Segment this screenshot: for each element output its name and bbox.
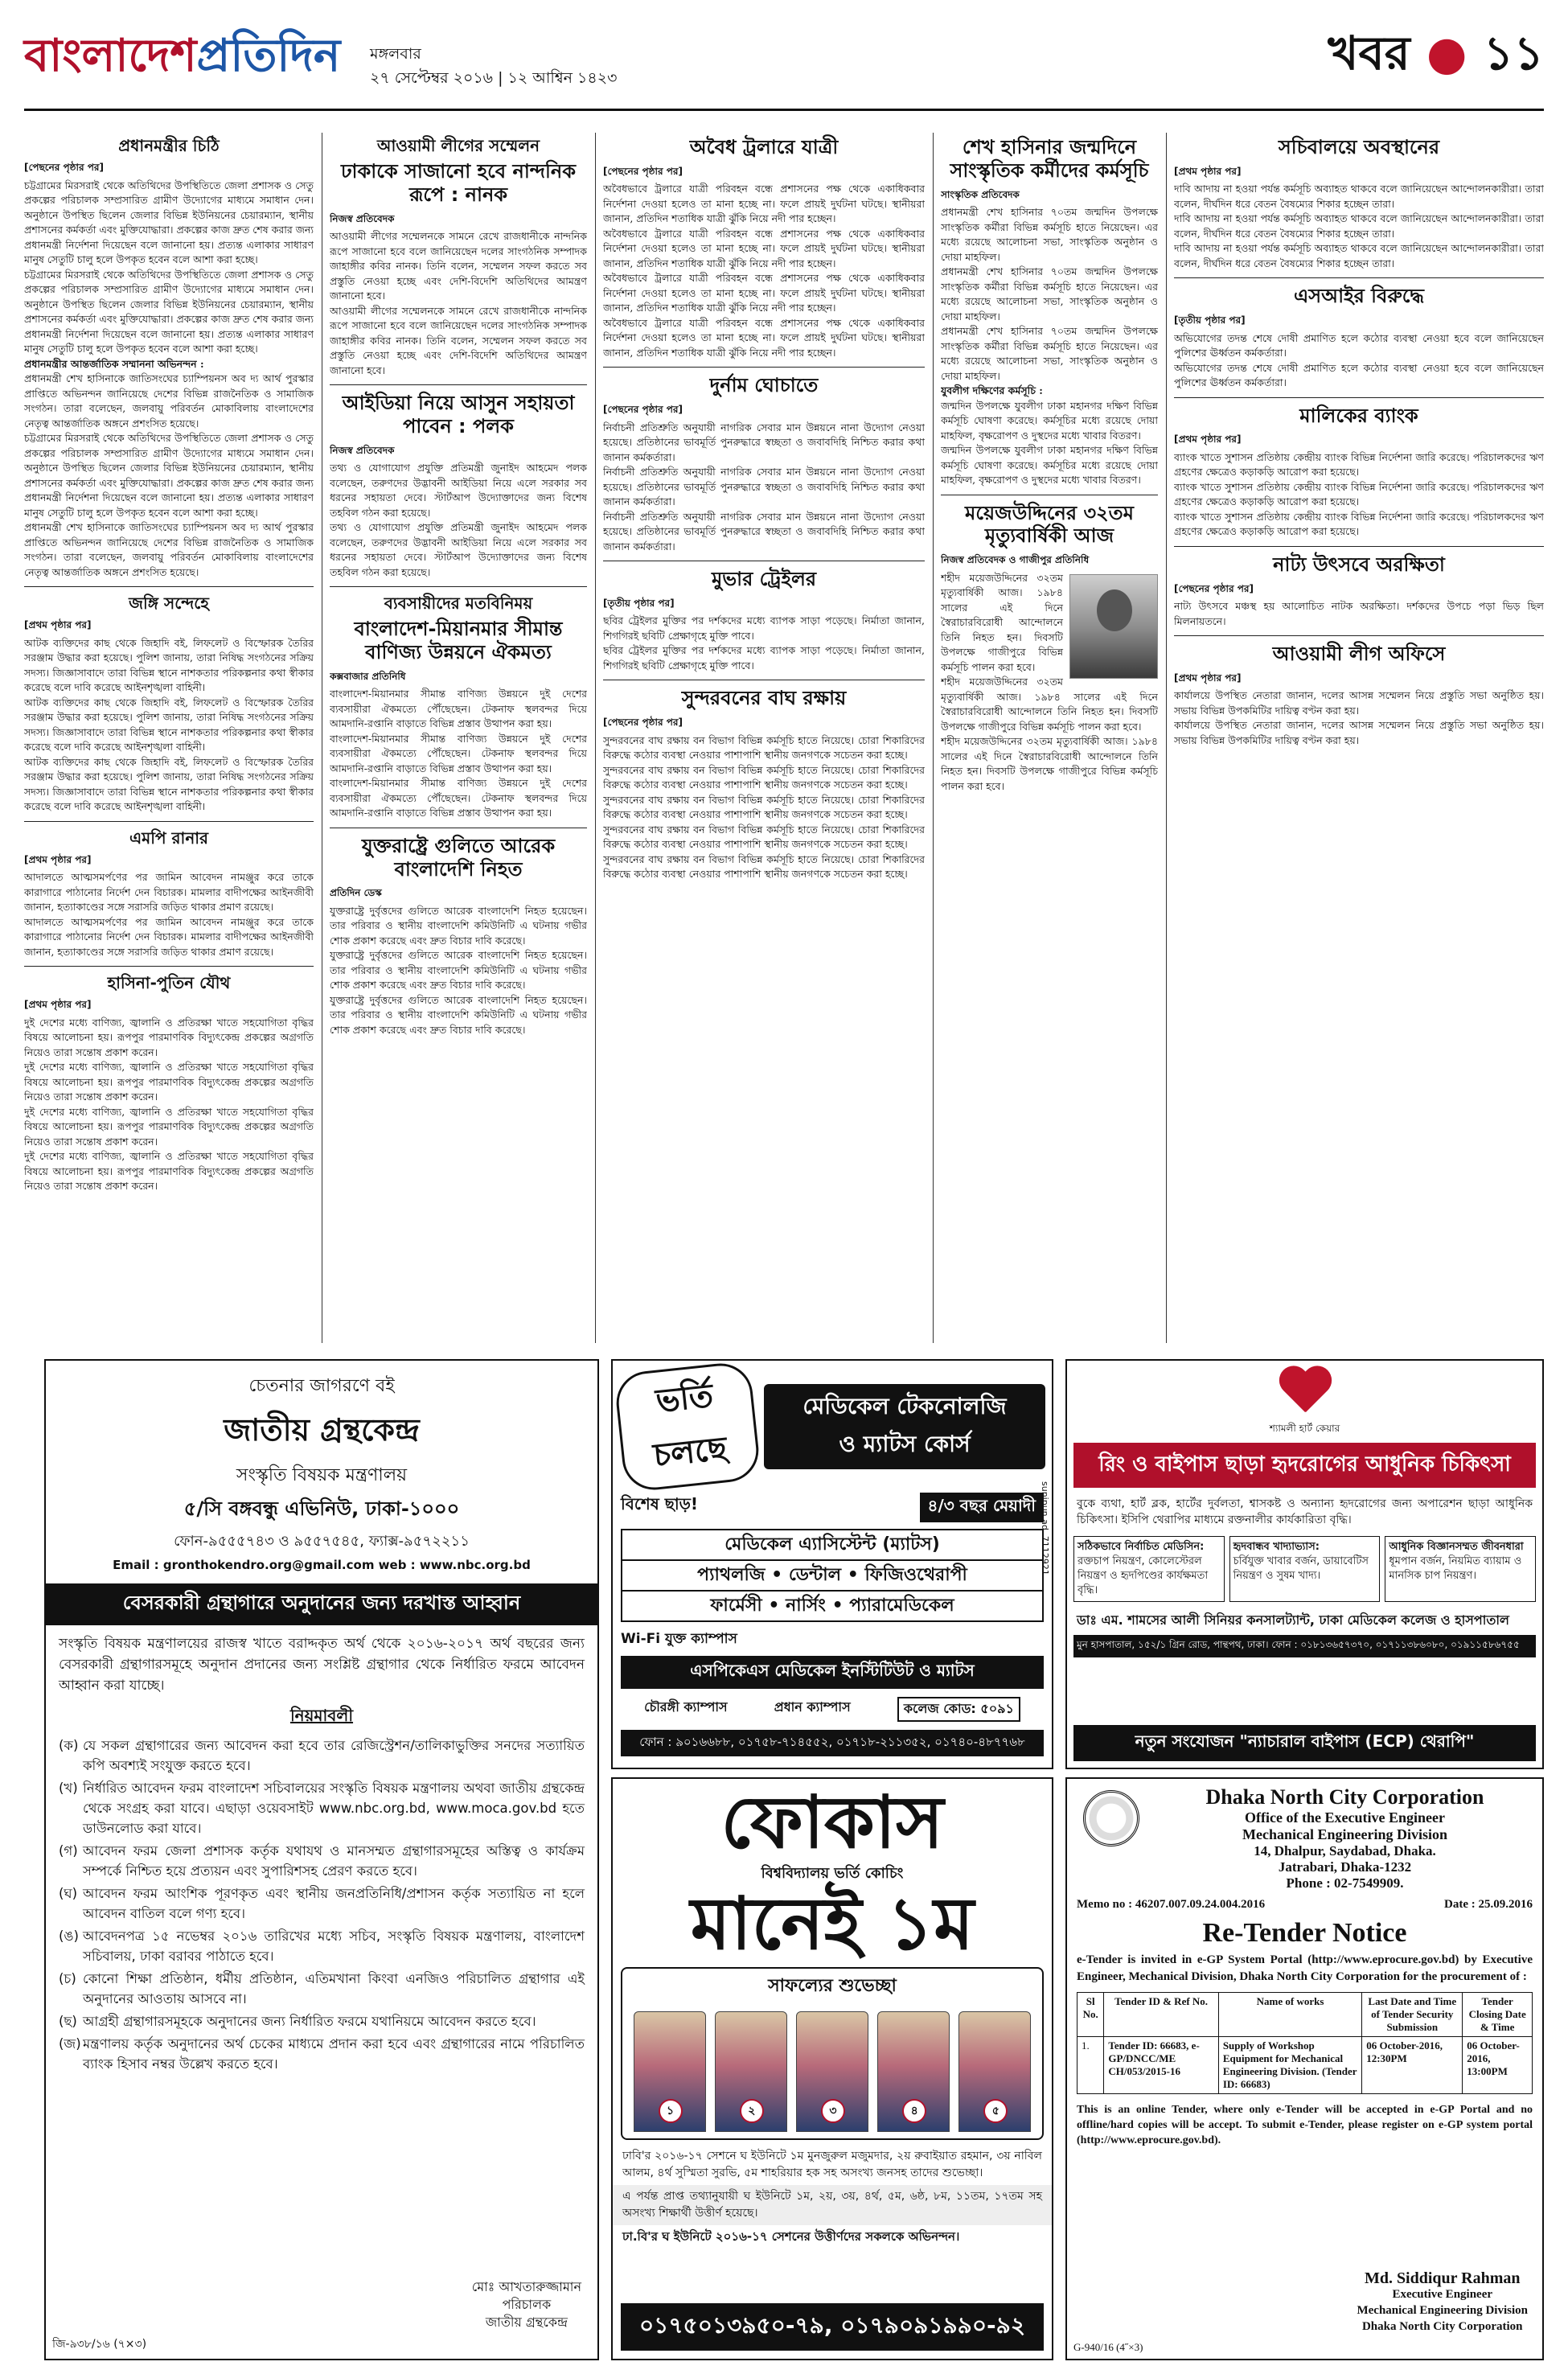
headline[interactable]: মুভার ট্রেইলর (711, 568, 817, 591)
student-photo: ৫ (958, 2011, 1031, 2132)
article-body: আওয়ামী লীগের সম্মেলনকে সামনে রেখে রাজধানীকে নান্দনিক রূপে সাজানো হবে বলে জানিয়েছেন দলের সাংগঠনিক সম্পাদক জাহাঙ্গীর কবির নানক। তিনি বলেন, সম্মেলন সফল করতে সব প্রস্তুতি নেওয়া হচ্ছে এবং দেশি-বিদেশি অতিথিদের আমন্ত্রণ জানানো হবে। (330, 304, 587, 376)
byline: [পেছনের পৃষ্ঠার পর] (603, 717, 683, 729)
divider (24, 586, 314, 587)
headline[interactable]: ঢাকাকে সাজানো হবে নান্দনিক রূপে : নানক (340, 160, 577, 206)
tender-office: Office of the Executive Engineer (1245, 1809, 1445, 1826)
table-header: Name of works (1218, 1993, 1361, 2037)
column-2 (330, 133, 587, 1343)
kicker: ব্যবসায়ীদের মতবিনিময় (384, 594, 533, 614)
byline: [প্রথম পৃষ্ঠার পর] (24, 999, 92, 1010)
rule-item: (ঙ) আবেদনপত্র ১৫ নভেম্বর ২০১৬ তারিখের মধ্যে সচিব, সংস্কৃতি বিষয়ক মন্ত্রণালয়, বাংলাদেশ সচিবালয়, ঢাকা বরাবর পাঠাতে হবে। (59, 1928, 585, 1964)
rules-title: নিয়মাবলী (289, 1706, 354, 1725)
article-body: দুই দেশের মধ্যে বাণিজ্য, জ্বালানি ও প্রতিরক্ষা খাতে সহযোগিতা বৃদ্ধির বিষয়ে আলোচনা হয়। রূপপুর পারমাণবিক বিদ্যুৎকেন্দ্র প্রকল্পের অগ্রগতি নিয়েও তারা সন্তোষ প্রকাশ করেন। (24, 1150, 314, 1192)
divider (1174, 397, 1544, 398)
section-name: খবর (1328, 26, 1410, 80)
issue-date-text: ২৭ সেপ্টেম্বর ২০১৬ | ১২ আশ্বিন ১৪২৩ (370, 69, 618, 87)
table-header: Sl No. (1077, 1993, 1104, 2037)
article-body: নাট্য উৎসবে মঞ্চস্থ হয় আলোচিত নাটক অরক্ষিতা। দর্শকদের উপচে পড়া ভিড় ছিল মিলনায়তনে। (1174, 600, 1544, 627)
issue-day: মঙ্গলবার (370, 45, 421, 63)
signer-org: Dhaka North City Corporation (1361, 2320, 1523, 2333)
article-body: দুই দেশের মধ্যে বাণিজ্য, জ্বালানি ও প্রতিরক্ষা খাতে সহযোগিতা বৃদ্ধির বিষয়ে আলোচনা হয়। রূপপুর পারমাণবিক বিদ্যুৎকেন্দ্র প্রকল্পের অগ্রগতি নিয়েও তারা সন্তোষ প্রকাশ করেন। (24, 1016, 314, 1058)
special-offer: বিশেষ ছাড়! (621, 1494, 699, 1514)
article-body: ছবির ট্রেইলর মুক্তির পর দর্শকদের মধ্যে ব্যাপক সাড়া পড়েছে। নির্মাতা জানান, শিগগিরই ছবিটি প্রেক্ষাগৃহে মুক্তি পাবে। (603, 614, 925, 642)
ad-banner: বেসরকারী গ্রন্থাগারে অনুদানের জন্য দরখাস্ত আহ্বান (46, 1583, 597, 1625)
issue-date (370, 42, 617, 90)
rules-list (46, 1731, 597, 2081)
article-body: আওয়ামী লীগের সম্মেলনকে সামনে রেখে রাজধানীকে নান্দনিক রূপে সাজানো হবে বলে জানিয়েছেন দলের সাংগঠনিক সম্পাদক জাহাঙ্গীর কবির নানক। তিনি বলেন, সম্মেলন সফল করতে সব প্রস্তুতি নেওয়া হচ্ছে এবং দেশি-বিদেশি অতিথিদের আমন্ত্রণ জানানো হবে। (330, 230, 587, 302)
headline[interactable]: হাসিনা-পুতিন যৌথ (107, 973, 231, 992)
article-body: জন্মদিন উপলক্ষে যুবলীগ ঢাকা মহানগর দক্ষিণ বিভিন্ন কর্মসূচি ঘোষণা করেছে। কর্মসূচির মধ্যে রয়েছে দোয়া মাহফিল, বৃক্ষরোপণ ও দুস্থদের মধ্যে খাবার বিতরণ। (941, 444, 1158, 487)
course-item: মেডিকেল এ্যাসিস্টেন্ট (ম্যাটস) (622, 1530, 1042, 1561)
facility: Wi-Fi যুক্ত ক্যাম্পাস (621, 1631, 737, 1647)
headline[interactable]: প্রধানমন্ত্রীর চিঠি (118, 136, 220, 155)
article-body: কার্যালয়ে উপস্থিত নেতারা জানান, দলের আসন্ন সম্মেলন নিয়ে প্রস্তুতি সভা অনুষ্ঠিত হয়। সভায় বিভিন্ন উপকমিটির দায়িত্ব বণ্টন করা হয়। (1174, 689, 1544, 717)
byline: [পেছনের পৃষ্ঠার পর] (603, 165, 683, 177)
ad-focus-coaching (611, 1777, 1053, 2360)
kicker: আওয়ামী লীগের সম্মেলন (376, 136, 540, 155)
ad-medical-tech (611, 1359, 1053, 1769)
masthead (24, 14, 1544, 111)
article-body: জন্মদিন উপলক্ষে যুবলীগ ঢাকা মহানগর দক্ষিণ বিভিন্ন কর্মসূচি ঘোষণা করেছে। কর্মসূচির মধ্যে রয়েছে দোয়া মাহফিল, বৃক্ষরোপণ ও দুস্থদের মধ্যে খাবার বিতরণ। (941, 399, 1158, 442)
article-body: দুই দেশের মধ্যে বাণিজ্য, জ্বালানি ও প্রতিরক্ষা খাতে সহযোগিতা বৃদ্ধির বিষয়ে আলোচনা হয়। রূপপুর পারমাণবিক বিদ্যুৎকেন্দ্র প্রকল্পের অগ্রগতি নিয়েও তারা সন্তোষ প্রকাশ করেন। (24, 1061, 314, 1103)
article-body: কার্যালয়ে উপস্থিত নেতারা জানান, দলের আসন্ন সম্মেলন নিয়ে প্রস্তুতি সভা অনুষ্ঠিত হয়। সভায় বিভিন্ন উপকমিটির দায়িত্ব বণ্টন করা হয়। (1174, 719, 1544, 746)
divider (603, 367, 925, 368)
city-corporation-seal (1083, 1790, 1139, 1846)
article-body: প্রধানমন্ত্রী শেখ হাসিনার ৭০তম জন্মদিন উপলক্ষে সাংস্কৃতিক কর্মীরা বিভিন্ন কর্মসূচি হাতে নিয়েছেন। এর মধ্যে রয়েছে আলোচনা সভা, সাংস্কৃতিক অনুষ্ঠান ও দোয়া মাহফিল। (941, 206, 1158, 263)
treatment-text: চর্বিযুক্ত খাবার বর্জন, ডায়াবেটিস নিয়ন্ত্রণ ও সুষম খাদ্য। (1233, 1555, 1369, 1582)
article-body: দুই দেশের মধ্যে বাণিজ্য, জ্বালানি ও প্রতিরক্ষা খাতে সহযোগিতা বৃদ্ধির বিষয়ে আলোচনা হয়। রূপপুর পারমাণবিক বিদ্যুৎকেন্দ্র প্রকল্পের অগ্রগতি নিয়েও তারা সন্তোষ প্রকাশ করেন। (24, 1105, 314, 1148)
byline: প্রতিদিন ডেস্ক (330, 887, 382, 899)
article-body: বাংলাদেশ-মিয়ানমার সীমান্ত বাণিজ্য উন্নয়নে দুই দেশের ব্যবসায়ীরা ঐকমত্যে পৌঁছেছেন। টেকনাফ স্থলবন্দর দিয়ে আমদানি-রপ্তানি বাড়াতে বিভিন্ন প্রস্তাব উত্থাপন করা হয়। (330, 777, 587, 819)
admission-logo: ভর্তি চলছে (614, 1361, 762, 1493)
treatment-box (1385, 1536, 1536, 1602)
clinic-logo-text: শ্যামলী হার্ট কেয়ার (1269, 1423, 1340, 1434)
ad-heart-care (1065, 1359, 1544, 1769)
ad-phone: ফোন : ৯০১৬৬৮৮, ০১৭৫৮-৭১৪৫৫২, ০১৭১৮-২১১৩৫২, ০১৭৪০-৪৮৭৭৬৮ (621, 1730, 1044, 1756)
headline[interactable]: আইডিয়া নিয়ে আসুন সহায়তা পাবেন : পলক (342, 392, 575, 437)
section-dot-icon: ● (1426, 26, 1484, 80)
article-body: প্রধানমন্ত্রী শেখ হাসিনার ৭০তম জন্মদিন উপলক্ষে সাংস্কৃতিক কর্মীরা বিভিন্ন কর্মসূচি হাতে নিয়েছেন। এর মধ্যে রয়েছে আলোচনা সভা, সাংস্কৃতিক অনুষ্ঠান ও দোয়া মাহফিল। (941, 265, 1158, 322)
column-rule (1166, 133, 1167, 1343)
treatment-title: আধুনিক বিজ্ঞানসম্মত জীবনধারা (1389, 1541, 1524, 1553)
headline[interactable]: শেখ হাসিনার জন্মদিনে সাংস্কৃতিক কর্মীদের কর্মসূচি (950, 136, 1149, 182)
article-body: সুন্দরবনের বাঘ রক্ষায় বন বিভাগ বিভিন্ন কর্মসূচি হাতে নিয়েছে। চোরা শিকারিদের বিরুদ্ধে কঠোর ব্যবস্থা নেওয়ার পাশাপাশি স্থানীয় জনগণকে সচেতন করা হচ্ছে। (603, 852, 925, 881)
ad-phone: ফোন-৯৫৫৫৭৪৩ ও ৯৫৫৭৫৪৫, ফ্যাক্স-৯৫৭২২১১ (174, 1533, 470, 1550)
ad-tagline: চেতনার জাগরণে বই (248, 1376, 395, 1396)
ad-code: জি-৯৩৮/১৬ (৭×৩) (52, 2338, 147, 2351)
headline[interactable]: জঙ্গি সন্দেহে (129, 594, 209, 613)
tender-division: Mechanical Engineering Division (1242, 1826, 1447, 1842)
column-rule (933, 133, 934, 1343)
tender-org: Dhaka North City Corporation (1205, 1785, 1484, 1809)
tender-title: Re-Tender Notice (1202, 1918, 1407, 1948)
tender-intro: e-Tender is invited in e-GP System Portal (http://www.eprocure.gov.bd) by Executive Engineer, Mechanical Division, Dhaka North City Corporation for the procurement of : (1077, 1953, 1533, 1983)
article-body: তথ্য ও যোগাযোগ প্রযুক্তি প্রতিমন্ত্রী জুনাইদ আহমেদ পলক বলেছেন, তরুণদের উদ্ভাবনী আইডিয়া নিয়ে এলে সরকার সব ধরনের সহায়তা দেবে। স্টার্টআপ উদ্যোক্তাদের জন্য বিশেষ তহবিল গঠন করা হয়েছে। (330, 521, 587, 578)
treatment-box (1229, 1536, 1381, 1602)
ad-org-name: জাতীয় গ্রন্থকেন্দ্র (224, 1412, 420, 1448)
signer-org: জাতীয় গ্রন্থকেন্দ্র (485, 2314, 568, 2330)
course-row: প্যাথলজি • ডেন্টাল • ফিজিওথেরাপী (622, 1561, 1042, 1592)
rule-item: (ছ) আগ্রহী গ্রন্থাগারসমূহকে অনুদানের জন্য নির্ধারিত ফরমে যথানিয়মে আবেদন করতে হবে। (59, 2014, 536, 2029)
article-body: শহীদ ময়েজউদ্দিনের ৩২তম মৃত্যুবার্ষিকী আজ। ১৯৮৪ সালের এই দিনে স্বৈরাচারবিরোধী আন্দোলনে তিনি নিহত হন। দিবসটি উপলক্ষে গাজীপুরে বিভিন্ন কর্মসূচি পালন করা হবে। (941, 676, 1158, 733)
headline[interactable]: সচিবালয়ে অবস্থানের (1278, 136, 1440, 158)
article-body: ছবির ট্রেইলর মুক্তির পর দর্শকদের মধ্যে ব্যাপক সাড়া পড়েছে। নির্মাতা জানান, শিগগিরই ছবিটি প্রেক্ষাগৃহে মুক্তি পাবে। (603, 644, 925, 672)
column-1 (24, 133, 314, 1343)
byline: কক্সবাজার প্রতিনিধি (330, 670, 406, 682)
article-body: যুক্তরাষ্ট্রে দুর্বৃত্তদের গুলিতে আরেক বাংলাদেশি নিহত হয়েছেন। তার পরিবার ও স্থানীয় বাংলাদেশি কমিউনিটি এ ঘটনায় গভীর শোক প্রকাশ করেছে এবং দ্রুত বিচার দাবি করেছে। (330, 949, 587, 992)
article-body: ব্যাংক খাতে সুশাসন প্রতিষ্ঠায় কেন্দ্রীয় ব্যাংক বিভিন্ন নির্দেশনা জারি করেছে। পরিচালকদের ঋণ গ্রহণের ক্ষেত্রেও কড়াকড়ি আরোপ করা হয়েছে। (1174, 450, 1544, 478)
byline: নিজস্ব প্রতিবেদক (330, 212, 395, 224)
signer-title: Executive Engineer (1392, 2288, 1493, 2301)
article-body: অবৈধভাবে ট্রলারে যাত্রী পরিবহন বন্ধে প্রশাসনের পক্ষ থেকে একাধিকবার নির্দেশনা দেওয়া হলেও তা মানা হচ্ছে না। ফলে প্রায়ই দুর্ঘটনা ঘটছে। স্থানীয়রা জানান, প্রতিদিন শতাধিক যাত্রী ঝুঁকি নিয়ে নদী পার হচ্ছেন। (603, 272, 925, 314)
divider (330, 586, 587, 587)
course-duration: ৪/৩ বছর মেয়াদী (920, 1493, 1045, 1522)
article-body: শহীদ ময়েজউদ্দিনের ৩২তম মৃত্যুবার্ষিকী আজ। ১৯৮৪ সালের এই দিনে স্বৈরাচারবিরোধী আন্দোলনে তিনি নিহত হন। দিবসটি উপলক্ষে গাজীপুরে বিভিন্ন কর্মসূচি পালন করা হবে। (941, 735, 1158, 792)
divider (1174, 277, 1544, 278)
table-header: Tender ID & Ref No. (1104, 1993, 1218, 2037)
ad-address: ৫/সি বঙ্গবন্ধু এভিনিউ, ঢাকা-১০০০ (183, 1497, 460, 1520)
byline: সাংস্কৃতিক প্রতিবেদক (941, 188, 1020, 200)
tender-address-2: Jatrabari, Dhaka-1232 (1278, 1859, 1412, 1875)
tender-phone: Phone : 02-7549909. (1286, 1875, 1404, 1891)
treatment-title: হৃদবান্ধব খাদ্যাভ্যাস: (1233, 1541, 1320, 1553)
ad-title-2: ও ম্যাটস কোর্স (839, 1431, 971, 1457)
institute-name: এসপিকেএস মেডিকেল ইনস্টিটিউট ও ম্যাটস (621, 1656, 1044, 1689)
article-body: তথ্য ও যোগাযোগ প্রযুক্তি প্রতিমন্ত্রী জুনাইদ আহমেদ পলক বলেছেন, তরুণদের উদ্ভাবনী আইডিয়া নিয়ে এলে সরকার সব ধরনের সহায়তা দেবে। স্টার্টআপ উদ্যোক্তাদের জন্য বিশেষ তহবিল গঠন করা হয়েছে। (330, 462, 587, 519)
tender-footnote: This is an online Tender, where only e-Tender will be accepted in e-GP Portal and no offline/hard copies will be accept. To submit e-Tender, please register on e-GP system portal (http://www.eprocure.gov.bd). (1077, 2104, 1533, 2146)
newspaper-logo[interactable] (24, 21, 340, 97)
rule-item: (ঘ) আবেদন ফরম আংশিক পূরণকৃত এবং স্থানীয় জনপ্রতিনিধি/প্রশাসন কর্তৃক সত্যায়িত না হলে আবেদন বাতিল বলে গণ্য হবে। (59, 1886, 585, 1921)
column-rule (595, 133, 596, 1343)
heart-icon (1277, 1367, 1333, 1419)
article-body: চট্টগ্রামের মিরসরাই থেকে অতিথিদের উপস্থিতিতে জেলা প্রশাসক ও সেতু প্রকল্পের পরিচালক সম্প্রসারিত গ্রামীণ উদ্যোগের মাধ্যমে সমাধান দেন। অনুষ্ঠানে উপস্থিত ছিলেন জেলার বিভিন্ন ইউনিয়নের চেয়ারম্যান, স্থানীয় প্রশাসনের কর্মকর্তা এবং মুক্তিযোদ্ধারা। প্রকল্পের কাজ দ্রুত শেষ করার জন্য প্রধানমন্ত্রী নির্দেশনা দিয়েছেন বলে জানানো হয়। প্রত্যন্ত এলাকার সাধারণ মানুষ সেতুটি চালু হলে উপকৃত হবেন বলে আশা করা হচ্ছে। (24, 268, 314, 355)
article-body: আটক ব্যক্তিদের কাছ থেকে জিহাদি বই, লিফলেট ও বিস্ফোরক তৈরির সরঞ্জাম উদ্ধার করা হয়েছে। পুলিশ জানায়, তারা নিষিদ্ধ সংগঠনের সক্রিয় সদস্য। জিজ্ঞাসাবাদে তারা বিভিন্ন স্থানে নাশকতার পরিকল্পনার কথা স্বীকার করেছে বলে দাবি করেছে আইনশৃঙ্খলা বাহিনী। (24, 696, 314, 753)
byline: নিজস্ব প্রতিবেদক (330, 444, 395, 456)
article-body: চট্টগ্রামের মিরসরাই থেকে অতিথিদের উপস্থিতিতে জেলা প্রশাসক ও সেতু প্রকল্পের পরিচালক সম্প্রসারিত গ্রামীণ উদ্যোগের মাধ্যমে সমাধান দেন। অনুষ্ঠানে উপস্থিত ছিলেন জেলার বিভিন্ন ইউনিয়নের চেয়ারম্যান, স্থানীয় প্রশাসনের কর্মকর্তা এবং মুক্তিযোদ্ধারা। প্রকল্পের কাজ দ্রুত শেষ করার জন্য প্রধানমন্ত্রী নির্দেশনা দিয়েছেন বলে জানানো হয়। প্রত্যন্ত এলাকার সাধারণ মানুষ সেতুটি চালু হলে উপকৃত হবেন বলে আশা করা হচ্ছে। (24, 179, 314, 265)
subheading: প্রধানমন্ত্রীর আন্তর্জাতিক সম্মাননা অভিনন্দন : (24, 357, 204, 370)
table-header: Tender Closing Date & Time (1463, 1993, 1533, 2037)
results-text: ঢাবি'র ২০১৬-১৭ সেশনে ঘ ইউনিটে ১ম মুনজুরুল মজুমদার, ২য় রুবাইয়াত রহমান, ৩য় নাবিল আলম, ৪র্থ সুস্মিতা সুরভি, ৫ম শাহরিয়ার হক সহ অসংখ্য জনসহ তাদের শুভেচ্ছা। (622, 2150, 1042, 2179)
ad-tender-notice (1065, 1777, 1544, 2360)
divider (1174, 546, 1544, 547)
article-body: অভিযোগের তদন্ত শেষে দোষী প্রমাণিত হলে কঠোর ব্যবস্থা নেওয়া হবে বলে জানিয়েছেন পুলিশের ঊর্ধ্বতন কর্মকর্তারা। (1174, 361, 1544, 389)
rule-item: (ক) যে সকল গ্রন্থাগারের জন্য আবেদন করা হবে তার রেজিস্ট্রেশন/তালিকাভুক্তির সনদের সত্যায়িত কপি অবশ্যই সংযুক্ত করতে হবে। (59, 1738, 585, 1773)
rule-item: (চ) কোনো শিক্ষা প্রতিষ্ঠান, ধর্মীয় প্রতিষ্ঠান, এতিমখানা কিংবা এনজিও পরিচালিত গ্রন্থাগার এই অনুদানের আওতায় আসবে না। (59, 1971, 585, 2006)
byline: [প্রথম পৃষ্ঠার পর] (1174, 433, 1242, 446)
college-code: কলেজ কোড: ৫০৯১ (897, 1697, 1020, 1722)
logo-part2: প্রতিদিন (196, 30, 341, 82)
results-banner: সাফল্যের শুভেচ্ছা (768, 1976, 897, 1996)
focus-title-2: মানেই ১ম (690, 1881, 975, 1966)
campus-2: প্রধান ক্যাম্পাস (774, 1699, 851, 1715)
article-body: আদালতে আত্মসমর্পণের পর জামিন আবেদন নামঞ্জুর করে তাকে কারাগারে পাঠানোর নির্দেশ দেন বিচারক। মামলার বাদীপক্ষের আইনজীবী জানান, হত্যাকাণ্ডের সঙ্গে সরাসরি জড়িত থাকার প্রমাণ রয়েছে। (24, 871, 314, 913)
results-text: এ পর্যন্ত প্রাপ্ত তথ্যানুযায়ী ঘ ইউনিটে ১ম, ২য়, ৩য়, ৪র্থ, ৫ম, ৬ষ্ঠ, ৮ম, ১১তম, ১৭তম সহ অসংখ্য শিক্ষার্থী উত্তীর্ণ হয়েছে। (613, 2185, 1052, 2225)
article-body: যুক্তরাষ্ট্রে দুর্বৃত্তদের গুলিতে আরেক বাংলাদেশি নিহত হয়েছেন। তার পরিবার ও স্থানীয় বাংলাদেশি কমিউনিটি এ ঘটনায় গভীর শোক প্রকাশ করেছে এবং দ্রুত বিচার দাবি করেছে। (330, 904, 587, 947)
ad-library-grant (44, 1359, 599, 2360)
byline: [পেছনের পৃষ্ঠার পর] (603, 404, 683, 416)
focus-title-1: ফোকাস (720, 1780, 944, 1865)
focus-phone: ০১৭৫০১৩৯৫০-৭৯, ০১৭৯০৯১৯৯০-৯২ (621, 2303, 1044, 2351)
byline: [প্রথম পৃষ্ঠার পর] (1174, 165, 1242, 177)
headline[interactable]: এমপি রানার (129, 828, 209, 848)
memo-number: Memo no : 46207.007.09.24.004.2016 (1077, 1898, 1266, 1911)
course-item: প্যারামেডিকেল (849, 1596, 954, 1616)
article-body: নির্বাচনী প্রতিশ্রুতি অনুযায়ী নাগরিক সেবার মান উন্নয়নে নানা উদ্যোগ নেওয়া হয়েছে। প্রতিষ্ঠানের ভাবমূর্তি পুনরুদ্ধারে স্বচ্ছতা ও জবাবদিহি নিশ্চিত করার কথা জানান কর্মকর্তারা। (603, 510, 925, 552)
byline: [তৃতীয় পৃষ্ঠার পর] (603, 597, 675, 609)
tender-address-1: 14, Dhalpur, Saydabad, Dhaka. (1254, 1843, 1436, 1859)
headline[interactable]: এসআইর বিরুদ্ধে (1293, 285, 1425, 308)
student-photo: ১ (634, 2011, 706, 2132)
article-body: সুন্দরবনের বাঘ রক্ষায় বন বিভাগ বিভিন্ন কর্মসূচি হাতে নিয়েছে। চোরা শিকারিদের বিরুদ্ধে কঠোর ব্যবস্থা নেওয়ার পাশাপাশি স্থানীয় জনগণকে সচেতন করা হচ্ছে। (603, 823, 925, 851)
column-5 (1174, 133, 1544, 1343)
headline[interactable]: দুর্নাম ঘোচাতে (709, 374, 819, 397)
article-body: দাবি আদায় না হওয়া পর্যন্ত কর্মসূচি অব্যাহত থাকবে বলে জানিয়েছেন আন্দোলনকারীরা। তারা বলেন, দীর্ঘদিন ধরে বেতন বৈষম্যের শিকার হচ্ছেন তারা। (1174, 183, 1544, 210)
headline[interactable]: আওয়ামী লীগ অফিসে (1272, 643, 1446, 666)
student-photo: ৪ (877, 2011, 950, 2132)
campus-1: চৌরঙ্গী ক্যাম্পাস (644, 1699, 728, 1715)
article-body: শহীদ ময়েজউদ্দিনের ৩২তম মৃত্যুবার্ষিকী আজ। ১৯৮৪ সালের এই দিনে স্বৈরাচারবিরোধী আন্দোলনে তিনি নিহত হন। দিবসটি উপলক্ষে গাজীপুরে বিভিন্ন কর্মসূচি পালন করা হবে। (941, 571, 1063, 673)
article-body: আটক ব্যক্তিদের কাছ থেকে জিহাদি বই, লিফলেট ও বিস্ফোরক তৈরির সরঞ্জাম উদ্ধার করা হয়েছে। পুলিশ জানায়, তারা নিষিদ্ধ সংগঠনের সক্রিয় সদস্য। জিজ্ঞাসাবাদে তারা বিভিন্ন স্থানে নাশকতার পরিকল্পনার কথা স্বীকার করেছে বলে দাবি করেছে আইনশৃঙ্খলা বাহিনী। (24, 755, 314, 812)
article-body: সুন্দরবনের বাঘ রক্ষায় বন বিভাগ বিভিন্ন কর্মসূচি হাতে নিয়েছে। চোরা শিকারিদের বিরুদ্ধে কঠোর ব্যবস্থা নেওয়ার পাশাপাশি স্থানীয় জনগণকে সচেতন করা হচ্ছে। (603, 793, 925, 821)
ad-signature (472, 2278, 581, 2331)
table-cell: Tender ID: 66683, e-GP/DNCC/ME CH/053/2015-16 (1104, 2037, 1218, 2094)
article-body: প্রধানমন্ত্রী শেখ হাসিনাকে জাতিসংঘের চ্যাম্পিয়নস অব দ্য আর্থ পুরস্কার প্রাপ্তিতে অভিনন্দন জানিয়েছে দেশের বিভিন্ন রাজনৈতিক ও সামাজিক সংগঠন। তারা বলেছেন, জলবায়ু পরিবর্তন মোকাবিলায় বাংলাদেশের নেতৃত্ব আন্তর্জাতিক অঙ্গনে প্রশংসিত হয়েছে। (24, 521, 314, 578)
byline: [প্রথম পৃষ্ঠার পর] (24, 619, 92, 630)
table-header-row (1077, 1993, 1533, 2037)
course-item: ফার্মেসী (710, 1596, 762, 1616)
page-number: ১১ (1483, 26, 1544, 80)
table-header: Last Date and Time of Tender Security Submission (1362, 1993, 1463, 2037)
headline[interactable]: ময়েজউদ্দিনের ৩২তম মৃত্যুবার্ষিকী আজ (965, 501, 1134, 548)
course-item: ফিজিওথেরাপী (864, 1565, 967, 1585)
article-body: দাবি আদায় না হওয়া পর্যন্ত কর্মসূচি অব্যাহত থাকবে বলে জানিয়েছেন আন্দোলনকারীরা। তারা বলেন, দীর্ঘদিন ধরে বেতন বৈষম্যের শিকার হচ্ছেন তারা। (1174, 242, 1544, 269)
headline[interactable]: অবৈধ ট্রলারে যাত্রী (689, 136, 839, 158)
subheading: যুবলীগ দক্ষিণের কর্মসূচি : (941, 384, 1043, 397)
course-list (621, 1529, 1044, 1622)
divider (1174, 635, 1544, 636)
article-body: ব্যাংক খাতে সুশাসন প্রতিষ্ঠায় কেন্দ্রীয় ব্যাংক বিভিন্ন নির্দেশনা জারি করেছে। পরিচালকদের ঋণ গ্রহণের ক্ষেত্রেও কড়াকড়ি আরোপ করা হয়েছে। (1174, 480, 1544, 508)
headline[interactable]: নাট্য উৎসবে অরক্ষিতা (1273, 552, 1445, 576)
ad-title-1: মেডিকেল টেকনোলজি (802, 1393, 1007, 1419)
article-body: অবৈধভাবে ট্রলারে যাত্রী পরিবহন বন্ধে প্রশাসনের পক্ষ থেকে একাধিকবার নির্দেশনা দেওয়া হলেও তা মানা হচ্ছে না। ফলে প্রায়ই দুর্ঘটনা ঘটছে। স্থানীয়রা জানান, প্রতিদিন শতাধিক যাত্রী ঝুঁকি নিয়ে নদী পার হচ্ছেন। (603, 183, 925, 225)
treatment-boxes (1067, 1531, 1542, 1607)
rule-item: (গ) আবেদন ফরম জেলা প্রশাসক কর্তৃক যথাযথ ও মানসম্মত গ্রন্থাগারসমূহের অস্তিত্ব ও কার্যক্রম সম্পর্কে নিশ্চিত হয়ে প্রত্যয়ন এবং সুপারিশসহ প্রেরণ করতে হবে। (59, 1843, 585, 1879)
divider (24, 966, 314, 967)
rule-item: (জ) মন্ত্রণালয় কর্তৃক অনুদানের অর্থ চেকের মাধ্যমে প্রদান করা হবে এবং গ্রন্থাগারের নামে পরিচালিত ব্যাংক হিসাব নম্বর উল্লেখ করতে হবে। (59, 2036, 585, 2072)
article-body: বাংলাদেশ-মিয়ানমার সীমান্ত বাণিজ্য উন্নয়নে দুই দেশের ব্যবসায়ীরা ঐকমত্যে পৌঁছেছেন। টেকনাফ স্থলবন্দর দিয়ে আমদানি-রপ্তানি বাড়াতে বিভিন্ন প্রস্তাব উত্থাপন করা হয়। (330, 732, 587, 774)
article-body: সুন্দরবনের বাঘ রক্ষায় বন বিভাগ বিভিন্ন কর্মসূচি হাতে নিয়েছে। চোরা শিকারিদের বিরুদ্ধে কঠোর ব্যবস্থা নেওয়ার পাশাপাশি স্থানীয় জনগণকে সচেতন করা হচ্ছে। (603, 733, 925, 762)
ad-code: G-940/16 (4˝×3) (1073, 2341, 1143, 2353)
byline: নিজস্ব প্রতিবেদক ও গাজীপুর প্রতিনিধি (941, 554, 1090, 566)
treatment-text: রক্তচাপ নিয়ন্ত্রণ, কোলেস্টেরল নিয়ন্ত্রণ ও হৃদপিণ্ডের কার্যক্ষমতা বৃদ্ধি। (1077, 1555, 1209, 1596)
tender-signature (1357, 2270, 1528, 2335)
column-4 (941, 133, 1158, 1343)
article-body: বাংলাদেশ-মিয়ানমার সীমান্ত বাণিজ্য উন্নয়নে দুই দেশের ব্যবসায়ীরা ঐকমত্যে পৌঁছেছেন। টেকনাফ স্থলবন্দর দিয়ে আমদানি-রপ্তানি বাড়াতে বিভিন্ন প্রস্তাব উত্থাপন করা হয়। (330, 688, 587, 730)
article-body: ব্যাংক খাতে সুশাসন প্রতিষ্ঠায় কেন্দ্রীয় ব্যাংক বিভিন্ন নির্দেশনা জারি করেছে। পরিচালকদের ঋণ গ্রহণের ক্ষেত্রেও কড়াকড়ি আরোপ করা হয়েছে। (1174, 510, 1544, 538)
course-item: নার্সিং (786, 1596, 826, 1616)
heart-intro: বুকে ব্যথা, হার্ট ব্লক, হার্টের দুর্বলতা, শ্বাসকষ্ট ও অন্যান্য হৃদরোগের জন্য অপারেশন ছাড়া আধুনিক চিকিৎসা। ইসিপি থেরাপির মাধ্যমে রক্তনালীর কার্যকারিতা বৃদ্ধি। (1077, 1497, 1533, 1526)
student-photo: ২ (715, 2011, 787, 2132)
headline[interactable]: সুন্দরবনের বাঘ রক্ষায় (681, 687, 847, 710)
article-body: চট্টগ্রামের মিরসরাই থেকে অতিথিদের উপস্থিতিতে জেলা প্রশাসক ও সেতু প্রকল্পের পরিচালক সম্প্রসারিত গ্রামীণ উদ্যোগের মাধ্যমে সমাধান দেন। অনুষ্ঠানে উপস্থিত ছিলেন জেলার বিভিন্ন ইউনিয়নের চেয়ারম্যান, স্থানীয় প্রশাসনের কর্মকর্তা এবং মুক্তিযোদ্ধারা। প্রকল্পের কাজ দ্রুত শেষ করার জন্য প্রধানমন্ত্রী নির্দেশনা দিয়েছেন বলে জানানো হয়। প্রত্যন্ত এলাকার সাধারণ মানুষ সেতুটি চালু হলে উপকৃত হবেন বলে আশা করা হচ্ছে। (24, 432, 314, 519)
ad-side-code: sunipun ad. 7112921 (1040, 1481, 1050, 1575)
divider (24, 821, 314, 822)
portrait-photo (1069, 574, 1158, 679)
article-body: আটক ব্যক্তিদের কাছ থেকে জিহাদি বই, লিফলেট ও বিস্ফোরক তৈরির সরঞ্জাম উদ্ধার করা হয়েছে। পুলিশ জানায়, তারা নিষিদ্ধ সংগঠনের সক্রিয় সদস্য। জিজ্ঞাসাবাদে তারা বিভিন্ন স্থানে নাশকতার পরিকল্পনার কথা স্বীকার করেছে বলে দাবি করেছে আইনশৃঙ্খলা বাহিনী। (24, 636, 314, 693)
byline: [প্রথম পৃষ্ঠার পর] (24, 853, 92, 865)
treatment-title: সঠিকভাবে নির্বাচিত মেডিসিন: (1077, 1541, 1205, 1553)
student-photo: ৩ (796, 2011, 868, 2132)
treatment-text: ধূমপান বর্জন, নিয়মিত ব্যায়াম ও মানসিক চাপ নিয়ন্ত্রণ। (1389, 1555, 1522, 1582)
headline[interactable]: মালিকের ব্যাংক (1299, 404, 1418, 427)
heart-footer: নতুন সংযোজন "ন্যাচারাল বাইপাস (ECP) থেরাপি" (1073, 1725, 1536, 1761)
column-3 (603, 133, 925, 1343)
tender-table (1077, 1992, 1533, 2094)
memo-date: Date : 25.09.2016 (1444, 1898, 1533, 1911)
logo-part1: বাংলাদেশ (24, 30, 197, 82)
ad-intro: সংস্কৃতি বিষয়ক মন্ত্রণালয়ের রাজস্ব খাতে বরাদ্দকৃত অর্থ থেকে ২০১৬-২০১৭ অর্থ বছরের জন্য বেসরকারী গ্রন্থাগারসমূহে অনুদান প্রদানের জন্য সংশ্লিষ্ট গ্রন্থাগার থেকে নির্ধারিত ফরমে আবেদন আহ্বান করা যাচ্ছে। (59, 1636, 585, 1694)
article-body: নির্বাচনী প্রতিশ্রুতি অনুযায়ী নাগরিক সেবার মান উন্নয়নে নানা উদ্যোগ নেওয়া হয়েছে। প্রতিষ্ঠানের ভাবমূর্তি পুনরুদ্ধারে স্বচ্ছতা ও জবাবদিহি নিশ্চিত করার কথা জানান কর্মকর্তারা। (603, 421, 925, 463)
article-body: অভিযোগের তদন্ত শেষে দোষী প্রমাণিত হলে কঠোর ব্যবস্থা নেওয়া হবে বলে জানিয়েছেন পুলিশের ঊর্ধ্বতন কর্মকর্তারা। (1174, 331, 1544, 359)
table-row (1077, 2037, 1533, 2094)
table-cell: 06 October-2016, 13:00PM (1463, 2037, 1533, 2094)
ad-ministry: সংস্কৃতি বিষয়ক মন্ত্রণালয় (236, 1465, 408, 1485)
table-cell: 06 October-2016, 12:30PM (1362, 2037, 1463, 2094)
student-photos (622, 2005, 1042, 2138)
article-body: যুক্তরাষ্ট্রে দুর্বৃত্তদের গুলিতে আরেক বাংলাদেশি নিহত হয়েছেন। তার পরিবার ও স্থানীয় বাংলাদেশি কমিউনিটি এ ঘটনায় গভীর শোক প্রকাশ করেছে এবং দ্রুত বিচার দাবি করেছে। (330, 993, 587, 1036)
article-body: আদালতে আত্মসমর্পণের পর জামিন আবেদন নামঞ্জুর করে তাকে কারাগারে পাঠানোর নির্দেশ দেন বিচারক। মামলার বাদীপক্ষের আইনজীবী জানান, হত্যাকাণ্ডের সঙ্গে সরাসরি জড়িত থাকার প্রমাণ রয়েছে। (24, 915, 314, 958)
focus-subtitle: বিশ্ববিদ্যালয় ভর্তি কোচিং (761, 1864, 904, 1882)
treatment-box (1073, 1536, 1225, 1602)
signer-name: মোঃ আখতারুজ্জামান (471, 2279, 581, 2294)
course-item: ডেন্টাল (788, 1565, 842, 1585)
article-body: অবৈধভাবে ট্রলারে যাত্রী পরিবহন বন্ধে প্রশাসনের পক্ষ থেকে একাধিকবার নির্দেশনা দেওয়া হলেও তা মানা হচ্ছে না। ফলে প্রায়ই দুর্ঘটনা ঘটছে। স্থানীয়রা জানান, প্রতিদিন শতাধিক যাত্রী ঝুঁকি নিয়ে নদী পার হচ্ছেন। (603, 316, 925, 359)
byline: [প্রথম পৃষ্ঠার পর] (1174, 672, 1242, 684)
article-body: প্রধানমন্ত্রী শেখ হাসিনার ৭০তম জন্মদিন উপলক্ষে সাংস্কৃতিক কর্মীরা বিভিন্ন কর্মসূচি হাতে নিয়েছেন। এর মধ্যে রয়েছে আলোচনা সভা, সাংস্কৃতিক অনুষ্ঠান ও দোয়া মাহফিল। (941, 325, 1158, 382)
article-body: অবৈধভাবে ট্রলারে যাত্রী পরিবহন বন্ধে প্রশাসনের পক্ষ থেকে একাধিকবার নির্দেশনা দেওয়া হলেও তা মানা হচ্ছে না। ফলে প্রায়ই দুর্ঘটনা ঘটছে। স্থানীয়রা জানান, প্রতিদিন শতাধিক যাত্রী ঝুঁকি নিয়ে নদী পার হচ্ছেন। (603, 227, 925, 269)
article-body: প্রধানমন্ত্রী শেখ হাসিনাকে জাতিসংঘের চ্যাম্পিয়নস অব দ্য আর্থ পুরস্কার প্রাপ্তিতে অভিনন্দন জানিয়েছে দেশের বিভিন্ন রাজনৈতিক ও সামাজিক সংগঠন। তারা বলেছেন, জলবায়ু পরিবর্তন মোকাবিলায় বাংলাদেশের নেতৃত্ব আন্তর্জাতিক অঙ্গনে প্রশংসিত হয়েছে। (24, 372, 314, 429)
doctor-name: ডাঃ এম. শামসের আলী সিনিয়র কনসালট্যান্ট, ঢাকা মেডিকেল কলেজ ও হাসপাতাল (1077, 1612, 1509, 1628)
course-item: প্যাথলজি (697, 1565, 766, 1585)
results-panel (621, 1967, 1044, 2140)
signer-division: Mechanical Engineering Division (1357, 2304, 1528, 2317)
headline[interactable]: যুক্তরাষ্ট্রে গুলিতে আরেক বাংলাদেশি নিহত (361, 834, 556, 881)
byline: [পেছনের পৃষ্ঠার পর] (1174, 582, 1254, 594)
clinic-address: মুন হাসপাতাল, ১৫২/১ গ্রিন রোড, পান্থপথ, ঢাকা। ফোন : ০১৮১৩৬৫৭৩৭০, ০১৭১১৩৮৬০৮০, ০১৯১১৫৮৬৭৫৫ (1073, 1635, 1536, 1657)
results-text: ঢা.বি'র ঘ ইউনিটে ২০১৬-১৭ সেশনের উত্তীর্ণদের সকলকে অভিনন্দন। (622, 2229, 960, 2244)
byline: [তৃতীয় পৃষ্ঠার পর] (1174, 314, 1246, 327)
byline: [পেছনের পৃষ্ঠার পর] (24, 162, 104, 173)
table-cell: Supply of Workshop Equipment for Mechanical Engineering Division. (Tender ID: 66683) (1218, 2037, 1361, 2094)
ad-email[interactable]: Email : gronthokendro.org@gmail.com web : www.nbc.org.bd (113, 1558, 531, 1572)
headline[interactable]: বাংলাদেশ-মিয়ানমার সীমান্ত বাণিজ্য উন্নয়নে ঐকমত্য (354, 618, 563, 663)
heart-banner: রিং ও বাইপাস ছাড়া হৃদরোগের আধুনিক চিকিৎসা (1073, 1443, 1536, 1488)
article-body: নির্বাচনী প্রতিশ্রুতি অনুযায়ী নাগরিক সেবার মান উন্নয়নে নানা উদ্যোগ নেওয়া হয়েছে। প্রতিষ্ঠানের ভাবমূর্তি পুনরুদ্ধারে স্বচ্ছতা ও জবাবদিহি নিশ্চিত করার কথা জানান কর্মকর্তারা। (603, 466, 925, 508)
article-body: সুন্দরবনের বাঘ রক্ষায় বন বিভাগ বিভিন্ন কর্মসূচি হাতে নিয়েছে। চোরা শিকারিদের বিরুদ্ধে কঠোর ব্যবস্থা নেওয়ার পাশাপাশি স্থানীয় জনগণকে সচেতন করা হচ্ছে। (603, 763, 925, 791)
signer-title: পরিচালক (502, 2297, 552, 2312)
course-row: ফার্মেসী • নার্সিং • প্যারামেডিকেল (710, 1596, 954, 1616)
section-label (1328, 18, 1544, 96)
divider (330, 384, 587, 385)
rule-item: (খ) নির্ধারিত আবেদন ফরম বাংলাদেশ সচিবালয়ের সংস্কৃতি বিষয়ক মন্ত্রণালয় অথবা জাতীয় গ্রন্থকেন্দ্র থেকে সংগ্রহ করা যাবে। এছাড়া ওয়েবসাইট www.nbc.org.bd, www.moca.gov.bd হতে ডাউনলোড করা যাবে। (59, 1780, 585, 1836)
table-cell: 1. (1077, 2037, 1104, 2094)
signer-name: Md. Siddiqur Rahman (1364, 2269, 1521, 2287)
article-body: দাবি আদায় না হওয়া পর্যন্ত কর্মসূচি অব্যাহত থাকবে বলে জানিয়েছেন আন্দোলনকারীরা। তারা বলেন, দীর্ঘদিন ধরে বেতন বৈষম্যের শিকার হচ্ছেন তারা। (1174, 212, 1544, 240)
